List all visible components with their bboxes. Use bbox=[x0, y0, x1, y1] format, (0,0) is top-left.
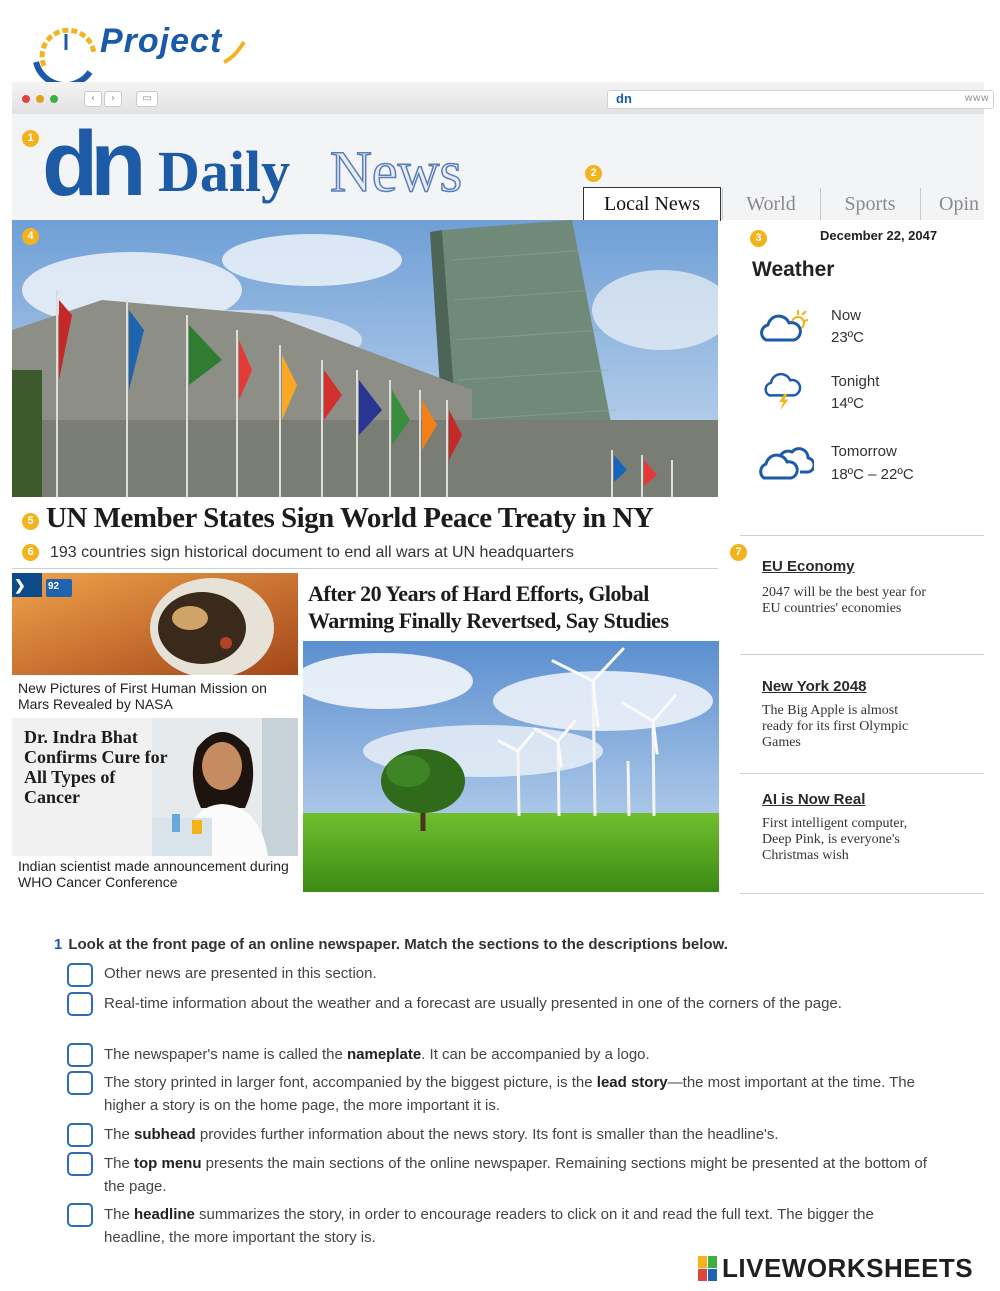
divider bbox=[740, 773, 984, 774]
marker-3: 3 bbox=[750, 230, 767, 247]
wind-turbines-image[interactable] bbox=[303, 641, 719, 892]
other-news-title-ai[interactable]: AI is Now Real bbox=[762, 791, 866, 808]
other-news-text-ai: First intelligent computer, Deep Pink, is everyone's Christmas wish bbox=[762, 816, 908, 863]
exercise-item-6: The top menu presents the main sections of the online newspaper. Remaining sections might be presented at the bottom of the page. bbox=[104, 1155, 927, 1195]
forecast-now-label: Now bbox=[831, 307, 862, 324]
bhat-headline[interactable]: Dr. Indra Bhat Confirms Cure for All Types of Cancer bbox=[24, 727, 168, 807]
forward-arrow-icon[interactable]: › bbox=[104, 91, 122, 107]
exercise-instruction bbox=[54, 936, 728, 953]
lead-subhead: 193 countries sign historical document to end all wars at UN headquarters bbox=[50, 544, 574, 561]
chevron-right-icon: ❯ bbox=[14, 577, 26, 593]
minimize-dot-icon[interactable] bbox=[36, 95, 44, 103]
exercise-item-3: The newspaper's name is called the nameplate. It can be accompanied by a logo. bbox=[104, 1046, 650, 1063]
bhat-caption: Indian scientist made announcement during WHO Cancer Conference bbox=[18, 858, 289, 890]
marker-6: 6 bbox=[22, 544, 39, 561]
url-text: www bbox=[964, 93, 989, 104]
tab-sports[interactable]: Sports bbox=[820, 188, 919, 220]
partly-sunny-cloud-icon bbox=[758, 306, 814, 346]
answer-box-4[interactable] bbox=[67, 1071, 93, 1095]
forecast-now-temp: 23ºC bbox=[831, 329, 864, 346]
project-logo-text: Project bbox=[100, 22, 223, 60]
site-favicon-icon: dn bbox=[616, 91, 632, 106]
divider bbox=[12, 568, 718, 569]
mars-badge: 92 bbox=[48, 581, 60, 592]
exercise-item-4: The story printed in larger font, accompanied by the biggest picture, is the lead story—the most important at the time. The higher a story is on the home page, the more important it is. bbox=[104, 1074, 915, 1114]
other-news-title-ny[interactable]: New York 2048 bbox=[762, 678, 867, 695]
divider bbox=[740, 893, 984, 894]
browser-toolbar bbox=[12, 82, 989, 115]
other-news-text-eu: 2047 will be the best year for EU countries' economies bbox=[762, 585, 927, 616]
address-bar[interactable] bbox=[607, 90, 994, 109]
close-dot-icon[interactable] bbox=[22, 95, 30, 103]
nameplate-logo: dn bbox=[42, 113, 139, 215]
marker-2: 2 bbox=[585, 165, 602, 182]
exercise-item-1: Other news are presented in this section. bbox=[104, 965, 377, 982]
exercise-number: 1 bbox=[54, 936, 63, 953]
lead-headline[interactable]: UN Member States Sign World Peace Treaty in NY bbox=[46, 502, 654, 534]
lead-story-image[interactable] bbox=[12, 220, 718, 497]
storm-cloud-icon bbox=[758, 372, 814, 412]
marker-7: 7 bbox=[730, 544, 747, 561]
other-news-text-ny: The Big Apple is almost ready for its first Olympic Games bbox=[762, 703, 909, 750]
mars-caption[interactable]: New Pictures of First Human Mission on Mars Revealed by NASA bbox=[18, 680, 267, 712]
liveworksheets-logo-icon bbox=[698, 1256, 718, 1282]
marker-1: 1 bbox=[22, 130, 39, 147]
tab-local-news[interactable]: Local News bbox=[583, 187, 721, 221]
nameplate-news: News bbox=[330, 139, 463, 204]
answer-box-7[interactable] bbox=[67, 1203, 93, 1227]
other-news-title-eu[interactable]: EU Economy bbox=[762, 558, 855, 575]
maximize-dot-icon[interactable] bbox=[50, 95, 58, 103]
nameplate-daily: Daily bbox=[158, 139, 291, 204]
answer-box-5[interactable] bbox=[67, 1123, 93, 1147]
clouds-icon bbox=[758, 442, 814, 482]
exercise-item-7: The headline summarizes the story, in order to encourage readers to click on it and read the full text. The bigger the headline, the more important the story is. bbox=[104, 1206, 874, 1246]
back-arrow-icon[interactable]: ‹ bbox=[84, 91, 102, 107]
answer-box-1[interactable] bbox=[67, 963, 93, 987]
exercise-item-5: The subhead provides further information about the news story. Its font is smaller than the headline's. bbox=[104, 1126, 779, 1143]
forecast-tomorrow-temp: 18ºC – 22ºC bbox=[831, 466, 914, 483]
tab-opinion[interactable]: Opin bbox=[920, 188, 984, 220]
divider bbox=[740, 654, 984, 655]
date-label: December 22, 2047 bbox=[820, 228, 938, 243]
divider bbox=[740, 535, 984, 536]
weather-title: Weather bbox=[752, 258, 835, 281]
exercise-instruction-text: Look at the front page of an online newspaper. Match the sections to the descriptions below. bbox=[68, 936, 728, 953]
forecast-tonight-temp: 14ºC bbox=[831, 395, 864, 412]
liveworksheets-brand: LIVEWORKSHEETS bbox=[722, 1253, 974, 1283]
answer-box-6[interactable] bbox=[67, 1152, 93, 1176]
forecast-tonight-label: Tonight bbox=[831, 373, 880, 390]
answer-box-2[interactable] bbox=[67, 992, 93, 1016]
warming-headline[interactable]: After 20 Years of Hard Efforts, Global Warming Finally Revertsed, Say Studies bbox=[308, 581, 669, 633]
forecast-tomorrow-label: Tomorrow bbox=[831, 443, 897, 460]
tab-world[interactable]: World bbox=[722, 188, 819, 220]
exercise-item-2: Real-time information about the weather and a forecast are usually presented in one of the corners of the page. bbox=[104, 995, 842, 1012]
marker-4: 4 bbox=[22, 228, 39, 245]
answer-box-3[interactable] bbox=[67, 1043, 93, 1067]
marker-5: 5 bbox=[22, 513, 39, 530]
sidebar-toggle-icon[interactable]: ▭ bbox=[136, 91, 158, 107]
